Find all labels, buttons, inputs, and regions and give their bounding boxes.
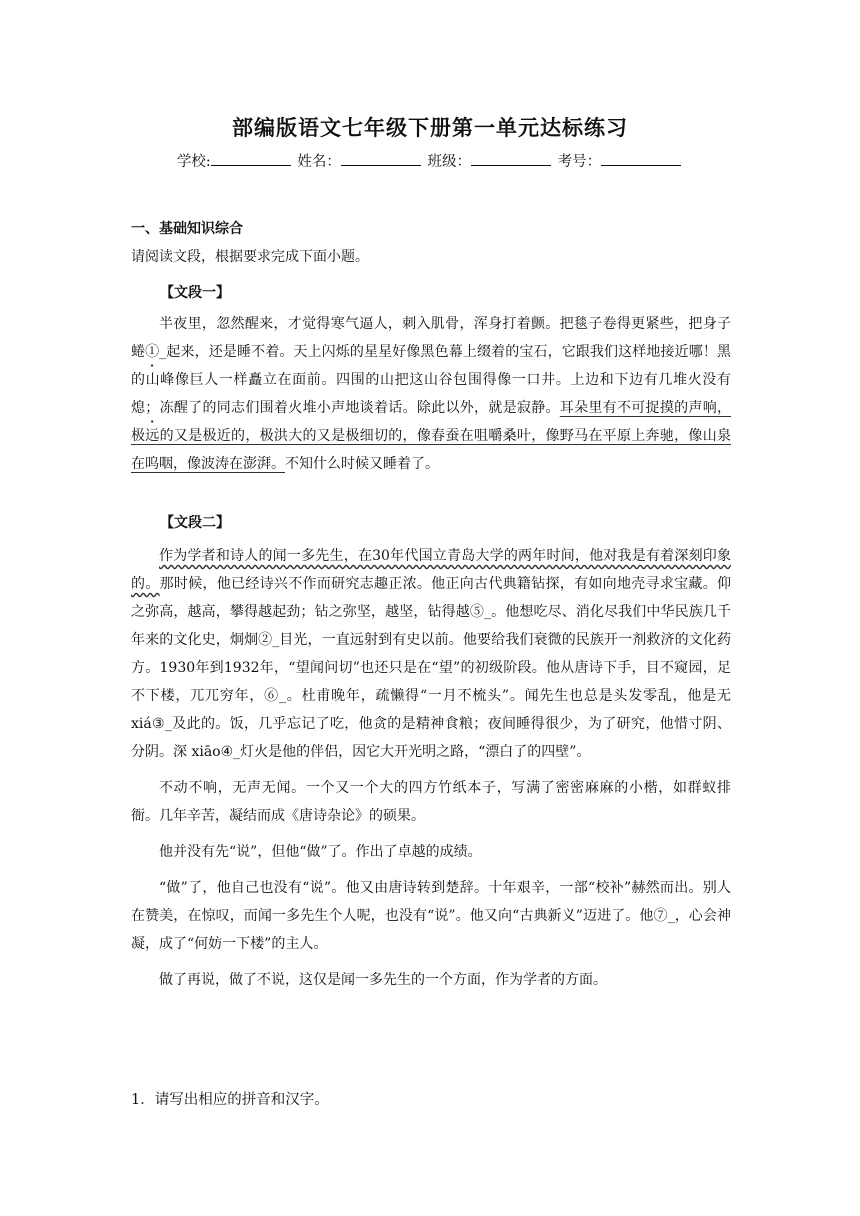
school-label: 学校: bbox=[176, 154, 211, 170]
class-blank[interactable] bbox=[471, 151, 551, 166]
p1-text-5: ；冻醒了的同志们围着火堆小声地谈着话。除此以外，就是寂静。 bbox=[145, 400, 560, 416]
name-label: 姓名： bbox=[297, 154, 341, 170]
p1-text-3: ①_起来，还是睡不着。天上闪烁的星星好像黑色幕上缀着的宝石，它跟我们这样地接近哪！黑的山峰像巨人一样矗立在面前。四围的山把这山谷包围得像一口井。上边和下边有几堆火没有 bbox=[131, 344, 732, 388]
section-title: 一、基础知识综合 bbox=[131, 221, 243, 237]
passage1-body bbox=[131, 310, 731, 478]
instruction-text: 请阅读文段，根据要求完成下面小题。 bbox=[131, 249, 369, 265]
number-label: 考号： bbox=[557, 154, 602, 170]
school-blank[interactable] bbox=[211, 151, 291, 166]
p2-wavy-sentence: 作为学者和诗人的闻一多先生，在30年代国立青岛大学的两年时间，他对我是有着深刻印象的。 bbox=[131, 548, 731, 592]
p1-underlined-sentence: 耳朵里有不可捉摸的声响，极远的又是极近的，极洪大的又是极细切的，像春蚕在咀嚼桑叶，像野马在平原上奔驰，像山泉在呜咽，像波涛在澎湃。 bbox=[131, 400, 732, 472]
p1-dotted-char-2: 熄 bbox=[131, 400, 146, 416]
question-1: 1．请写出相应的拼音和汉字。 bbox=[131, 1092, 329, 1108]
number-blank[interactable] bbox=[601, 151, 681, 166]
p2-paragraph-2: 不动不响，无声无闻。一个又一个大的四方竹纸本子，写满了密密麻麻的小楷，如群蚁排衙。几年辛苦，凝结而成《唐诗杂论》的硕果。 bbox=[131, 780, 731, 824]
p2-paragraph-3: 他并没有先“说”，但他“做”了。作出了卓越的成绩。 bbox=[159, 844, 482, 860]
p2-text: 那时候，他已经诗兴不作而研究志趣正浓。他正向古代典籍钻探，有如向地壳寻求宝藏。仰之弥高，越高，攀得越起劲；钻之弥坚，越坚，钻得越⑤_。他想吃尽、消化尽我们中华民族几千年来的文化史，炯炯②_目光，一直远射到有史以前。他要给我们衰微的民族开一剂救济的文化药方。1930年到1932年，“望闻问切”也还只是在“望”的初级阶段。他从唐诗下手，目不窥园，足不下楼，兀兀穷年，⑥_。杜甫晚年，疏懒得“一月不梳头”。闻先生也总是头发零乱，他是无 xiá③_及此的。饭，几乎忘记了吃，他贪的是精神食粮；夜间睡得很少，为了研究，他惜寸阴、分阴。深 xiāo④_灯火是他的伴侣，因它大开光明之路，“漂白了的四壁”。 bbox=[131, 576, 732, 760]
name-blank[interactable] bbox=[341, 151, 421, 166]
p2-paragraph-5: 做了再说，做了不说，这仅是闻一多先生的一个方面，作为学者的方面。 bbox=[159, 972, 607, 988]
passage2-heading: 【文段二】 bbox=[160, 515, 230, 531]
passage1-heading: 【文段一】 bbox=[160, 285, 230, 301]
class-label: 班级： bbox=[427, 154, 471, 170]
page-title: 部编版语文七年级下册第一单元达标练习 bbox=[232, 116, 628, 140]
p1-text-7: 不知什么时候又睡着了。 bbox=[285, 456, 439, 472]
student-info-line bbox=[0, 150, 860, 171]
p1-dotted-char-1: 蜷 bbox=[131, 344, 146, 360]
p1-text-1: 半夜里，忽然醒来，才觉得寒气逼人，刺入肌骨，浑身打着颤。把毯子卷得更紧些，把身子 bbox=[159, 316, 731, 332]
p2-paragraph-4: “做”了，他自己也没有“说”。他又由唐诗转到楚辞。十年艰辛，一部“校补”赫然而出。别人在赞美，在惊叹，而闻一多先生个人呢，也没有“说”。他又向“古典新义”迈进了。他⑦_，心会神凝，成了“何妨一下楼”的主人。 bbox=[131, 880, 731, 952]
passage2-body bbox=[131, 542, 731, 994]
